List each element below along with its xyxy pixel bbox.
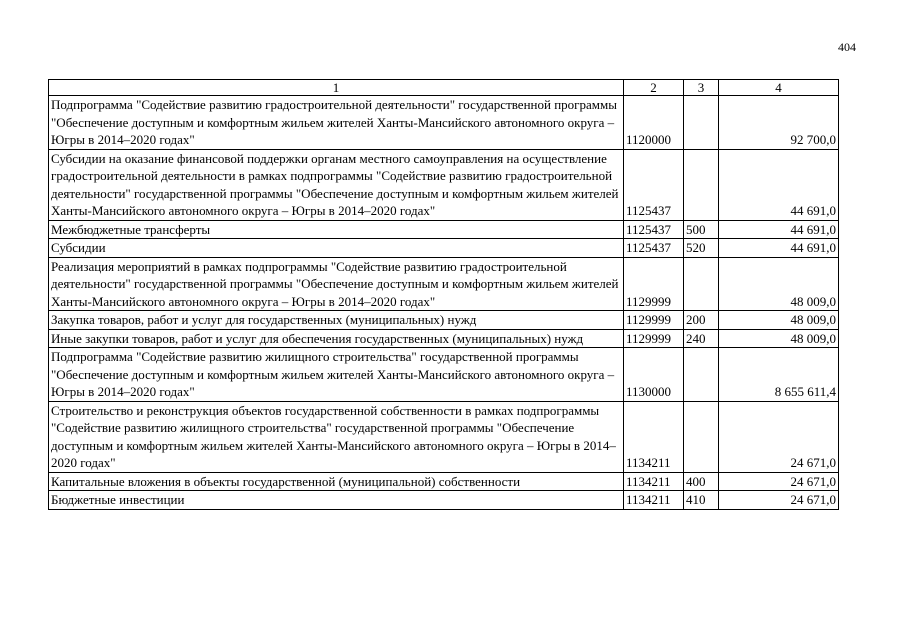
row-sum-cell: 8 655 611,4 — [719, 348, 839, 402]
row-sum-cell: 48 009,0 — [719, 329, 839, 348]
row-expense-type-cell — [684, 96, 719, 150]
row-code-cell: 1134211 — [624, 401, 684, 472]
row-expense-type-cell: 400 — [684, 472, 719, 491]
row-code-cell: 1125437 — [624, 239, 684, 258]
row-expense-type-cell — [684, 348, 719, 402]
row-sum-cell: 24 671,0 — [719, 472, 839, 491]
row-code-cell: 1125437 — [624, 149, 684, 220]
row-name-cell: Подпрограмма "Содействие развитию жилищного строительства" государственной программы "Обеспечение доступным и комфортным жильем жителей Ханты-Мансийского автономного округа – Югры в 2014–2020 годах" — [49, 348, 624, 402]
table-body — [49, 96, 839, 510]
table-row — [49, 401, 839, 472]
row-sum-cell: 92 700,0 — [719, 96, 839, 150]
row-name-cell: Субсидии — [49, 239, 624, 258]
row-sum-cell: 44 691,0 — [719, 220, 839, 239]
row-expense-type-cell — [684, 401, 719, 472]
row-code-cell: 1129999 — [624, 257, 684, 311]
table-row — [49, 311, 839, 330]
table-row — [49, 491, 839, 510]
row-name-cell: Закупка товаров, работ и услуг для государственных (муниципальных) нужд — [49, 311, 624, 330]
row-name-cell: Иные закупки товаров, работ и услуг для обеспечения государственных (муниципальных) нужд — [49, 329, 624, 348]
row-sum-cell: 24 671,0 — [719, 491, 839, 510]
row-name-cell: Строительство и реконструкция объектов государственной собственности в рамках подпрограммы "Содействие развитию жилищного строительства" государственной программы "Обеспечение доступным и комфортным жильем жителей Ханты-Мансийского автономного округа – Югры в 2014–2020 годах" — [49, 401, 624, 472]
header-cell-sum-column: 4 — [719, 80, 839, 96]
row-code-cell: 1125437 — [624, 220, 684, 239]
row-expense-type-cell: 200 — [684, 311, 719, 330]
row-code-cell: 1134211 — [624, 472, 684, 491]
row-expense-type-cell — [684, 257, 719, 311]
row-code-cell: 1120000 — [624, 96, 684, 150]
table-row — [49, 348, 839, 402]
row-sum-cell: 48 009,0 — [719, 311, 839, 330]
row-sum-cell: 44 691,0 — [719, 239, 839, 258]
row-name-cell: Бюджетные инвестиции — [49, 491, 624, 510]
table-header — [49, 80, 839, 96]
row-name-cell: Подпрограмма "Содействие развитию градостроительной деятельности" государственной программы "Обеспечение доступным и комфортным жильем жителей Ханты-Мансийского автономного округа – Югры в 2014–2020 годах" — [49, 96, 624, 150]
header-cell-code-column: 2 — [624, 80, 684, 96]
row-code-cell: 1134211 — [624, 491, 684, 510]
table-row — [49, 96, 839, 150]
row-sum-cell: 24 671,0 — [719, 401, 839, 472]
row-name-cell: Капитальные вложения в объекты государственной (муниципальной) собственности — [49, 472, 624, 491]
row-name-cell: Межбюджетные трансферты — [49, 220, 624, 239]
table-row — [49, 329, 839, 348]
table-row — [49, 149, 839, 220]
row-name-cell: Реализация мероприятий в рамках подпрограммы "Содействие развитию градостроительной деятельности" государственной программы "Обеспечение доступным и комфортным жильем жителей Ханты-Мансийского автономного округа – Югры в 2014–2020 годах" — [49, 257, 624, 311]
row-expense-type-cell: 410 — [684, 491, 719, 510]
row-code-cell: 1130000 — [624, 348, 684, 402]
page-number: 404 — [838, 40, 856, 54]
row-expense-type-cell: 240 — [684, 329, 719, 348]
table-row — [49, 257, 839, 311]
row-sum-cell: 44 691,0 — [719, 149, 839, 220]
header-row — [49, 80, 839, 96]
table-row — [49, 239, 839, 258]
row-code-cell: 1129999 — [624, 329, 684, 348]
table-row — [49, 220, 839, 239]
row-sum-cell: 48 009,0 — [719, 257, 839, 311]
row-expense-type-cell — [684, 149, 719, 220]
header-cell-expense-type-column: 3 — [684, 80, 719, 96]
row-expense-type-cell: 500 — [684, 220, 719, 239]
row-name-cell: Субсидии на оказание финансовой поддержки органам местного самоуправления на осуществление градостроительной деятельности в рамках подпрограммы "Содействие развитию градостроительной деятельности" государственной программы "Обеспечение доступным и комфортным жильем жителей Ханты-Мансийского автономного округа – Югры в 2014–2020 годах" — [49, 149, 624, 220]
row-code-cell: 1129999 — [624, 311, 684, 330]
row-expense-type-cell: 520 — [684, 239, 719, 258]
budget-table — [48, 79, 839, 510]
table-row — [49, 472, 839, 491]
header-cell-name-column: 1 — [49, 80, 624, 96]
